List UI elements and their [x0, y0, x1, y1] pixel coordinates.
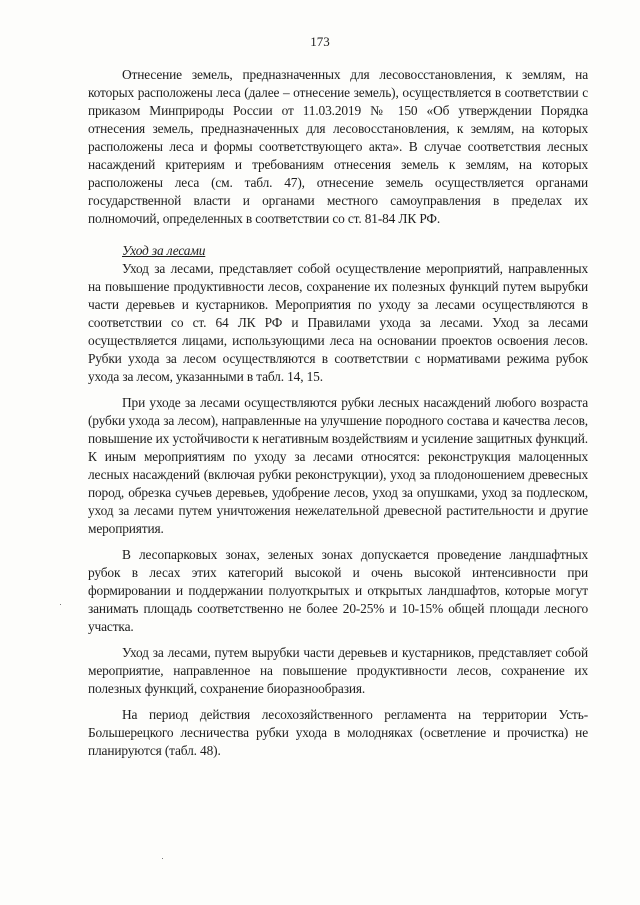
- page-content: [88, 66, 588, 760]
- paragraph-regulation-period: На период действия лесохозяйственного регламента на территории Усть-Большерецкого лесничества рубки ухода в молодняках (осветление и прочистка) не планируются (табл. 48).: [88, 707, 588, 758]
- paragraph-care-measures: При уходе за лесами осуществляются рубки лесных насаждений любого возраста (рубки ухода за лесом), направленные на улучшение породного состава и качества лесов, повышение их устойчивости к негативным воздействиям и усиление защитных функций. К иным мероприятиям по уходу за лесами относятся: реконструкция малоценных лесных насаждений (включая рубки реконструкции), уход за плодоношением древесных пород, обрезка сучьев деревьев, удобрение лесов, уход за опушками, уход за подлеском, уход за лесами путем уничтожения нежелательной древесной растительности и другие мероприятия.: [88, 395, 588, 536]
- paragraph-forest-care-definition: Уход за лесами, представляет собой осуществление мероприятий, направленных на повышение продуктивности лесов, сохранение их полезных функций путем вырубки части деревьев и кустарников. Мероприятия по уходу за лесами осуществляются в соответствии со ст. 64 ЛК РФ и Правилами ухода за лесами. Уход за лесами осуществляется лицами, использующими леса на основании проектов освоения лесов. Рубки ухода за лесом осуществляются в соответствии с нормативами режима рубок ухода за лесом, указанными в табл. 14, 15.: [88, 261, 588, 384]
- section-heading: Уход за лесами: [122, 243, 206, 258]
- scan-speck: [60, 604, 61, 605]
- paragraph-landscape-cuttings: В лесопарковых зонах, зеленых зонах допускается проведение ландшафтных рубок в лесах этих категорий высокой и очень высокой интенсивности при формировании и поддержании полуоткрытых и открытых ландшафтов, которые могут занимать площадь соответственно не более 20-25% и 10-15% общей площади лесного участка.: [88, 547, 588, 634]
- scan-speck: [162, 858, 163, 859]
- page-number: 173: [310, 34, 330, 49]
- paragraph-care-purpose: Уход за лесами, путем вырубки части деревьев и кустарников, представляет собой мероприятие, направленное на повышение продуктивности лесов, сохранение их полезных функций, сохранение биоразнообразия.: [88, 645, 588, 696]
- paragraph-land-assignment: Отнесение земель, предназначенных для лесовосстановления, к землям, на которых расположены леса (далее – отнесение земель), осуществляется в соответствии с приказом Минприроды России от 11.03.2019 № 150 «Об утверждении Порядка отнесения земель, предназначенных для лесовосстановления, к землям, на которых расположены леса и формы соответствующего акта». В случае соответствия лесных насаждений критериям и требованиям отнесения земель к землям, на которых расположены леса (см. табл. 47), отнесение земель осуществляется органами государственной власти и органами местного самоуправления в пределах их полномочий, определенных в соответствии со ст. 81-84 ЛК РФ.: [88, 67, 588, 226]
